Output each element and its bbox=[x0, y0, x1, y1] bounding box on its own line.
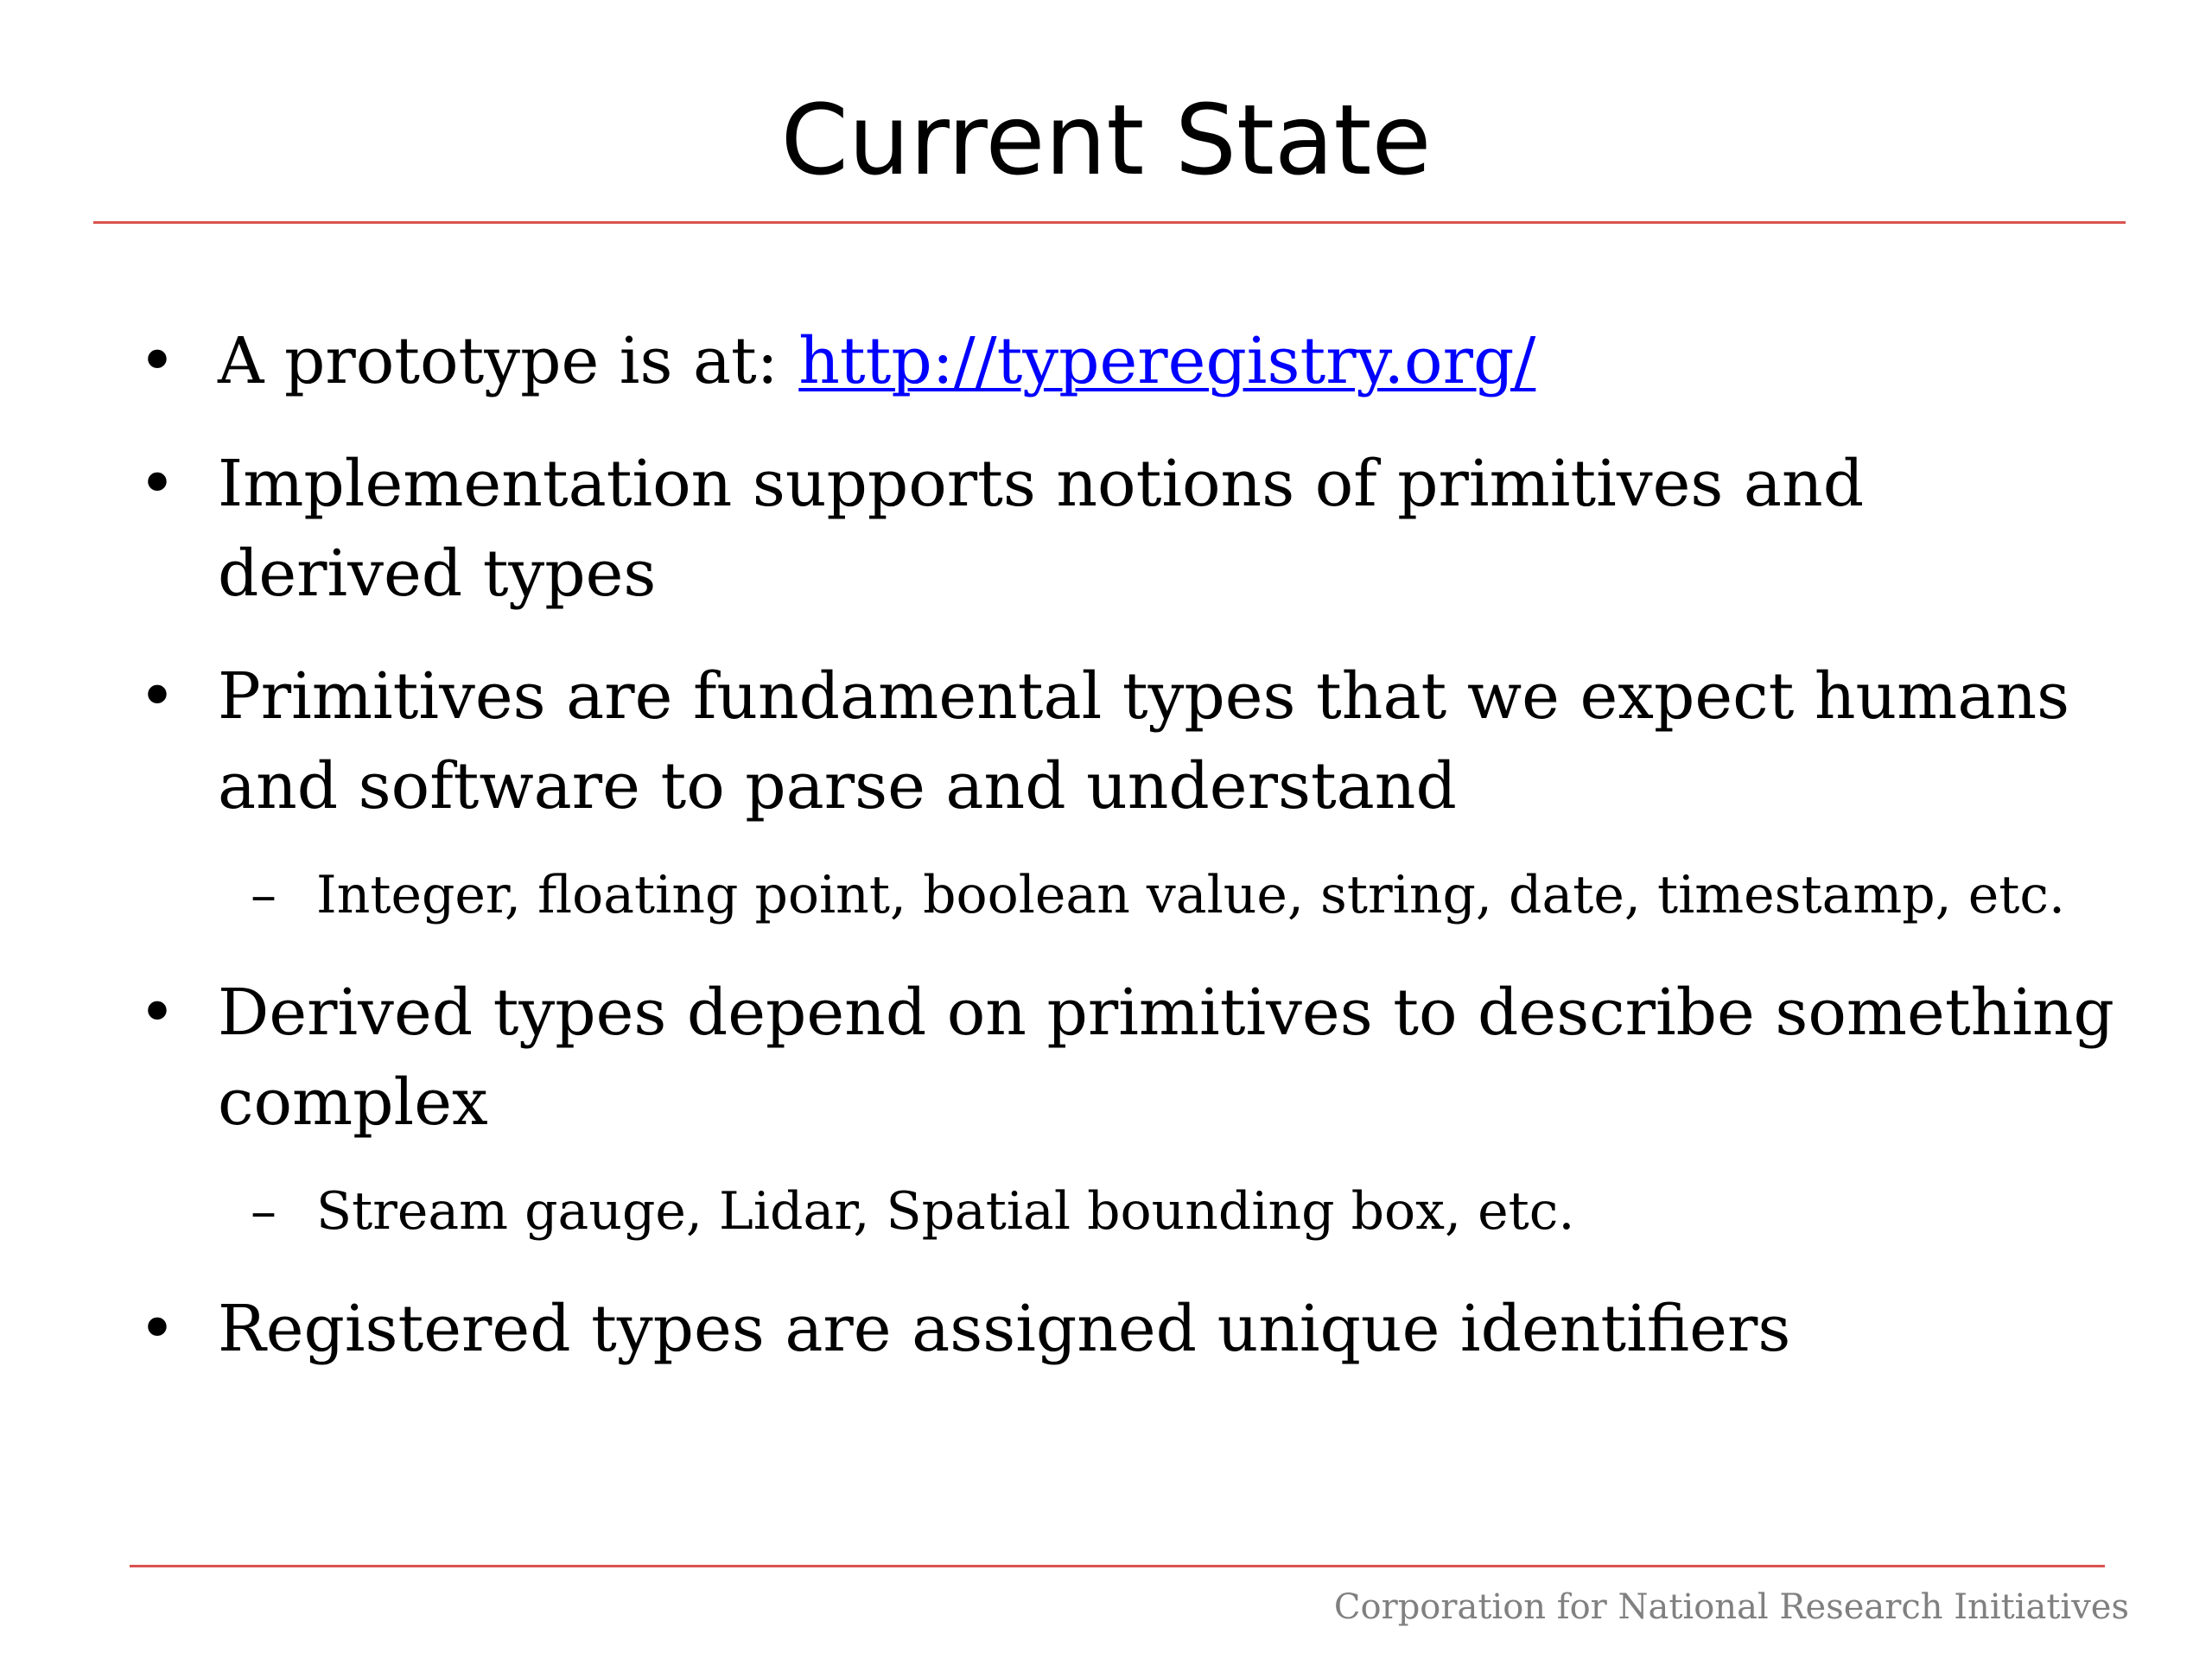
sub-bullet-text: Stream gauge, Lidar, Spatial bounding box, etc. bbox=[316, 1181, 1575, 1242]
bullet-marker: • bbox=[138, 976, 176, 1050]
bullet-implementation bbox=[138, 439, 2119, 619]
bullet-marker: • bbox=[138, 447, 176, 521]
typeregistry-link[interactable]: http://typeregistry.org/ bbox=[798, 324, 1536, 398]
footer-organization: Corporation for National Research Initiatives bbox=[1333, 1587, 2129, 1627]
bullet-marker: • bbox=[138, 1292, 176, 1366]
bullet-text: Primitives are fundamental types that we expect humans and software to parse and understand bbox=[218, 659, 2070, 823]
sub-bullet-marker: – bbox=[251, 1181, 276, 1242]
bullet-primitives bbox=[138, 652, 2119, 831]
bullet-text: Derived types depend on primitives to describe something complex bbox=[218, 976, 2114, 1140]
sub-bullet-text: Integer, floating point, boolean value, string, date, timestamp, etc. bbox=[316, 865, 2066, 925]
bullet-derived-types bbox=[138, 968, 2119, 1147]
slide-title: Current State bbox=[780, 85, 1432, 197]
sub-bullet-derived-examples bbox=[251, 1175, 2131, 1248]
bullet-marker: • bbox=[138, 324, 176, 398]
bullet-marker: • bbox=[138, 659, 176, 734]
sub-bullet-marker: – bbox=[251, 865, 276, 925]
bullet-text: A prototype is at: bbox=[218, 324, 799, 398]
bullet-prototype bbox=[138, 316, 2119, 406]
footer-divider bbox=[130, 1565, 2105, 1567]
bullet-registered-types bbox=[138, 1284, 2119, 1374]
sub-bullet-primitive-examples bbox=[251, 859, 2131, 931]
bullet-text: Registered types are assigned unique identifiers bbox=[218, 1292, 1791, 1366]
title-divider bbox=[93, 221, 2126, 224]
bullet-text: Implementation supports notions of primitives and derived types bbox=[218, 447, 1865, 611]
